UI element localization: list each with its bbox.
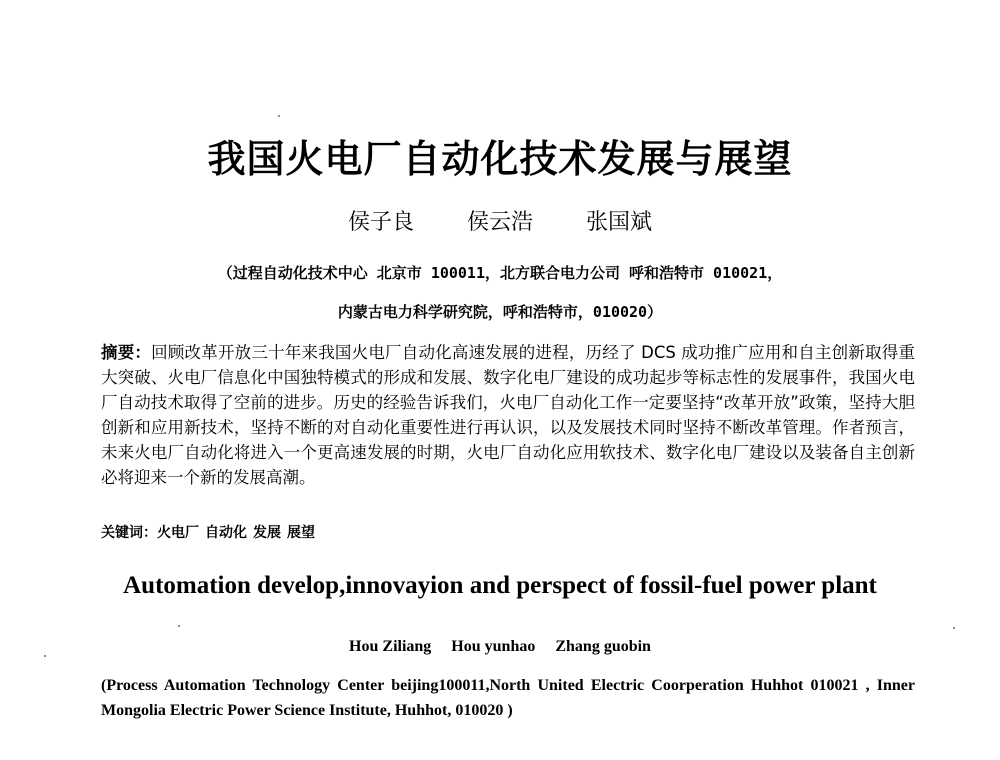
keywords-label: 关键词： (101, 525, 157, 541)
author-cn: 张国斌 (586, 210, 653, 235)
paper-title-en: Automation develop,innovayion and perspect of fossil-fuel power plant (123, 572, 877, 599)
affiliation-cn-line1: （过程自动化技术中心 北京市 100011，北方联合电力公司 呼和浩特市 010021， (217, 264, 783, 282)
scan-speck (178, 625, 180, 627)
author-en: Zhang guobin (555, 638, 651, 655)
abstract-text: 回顾改革开放三十年来我国火电厂自动化高速发展的进程，历经了 DCS 成功推广应用和自主创新取得重大突破、火电厂信息化中国独特模式的形成和发展、数字化电厂建设的成功起步等标志性的发展事件，我国火电厂自动技术取得了空前的进步。历史的经验告诉我们，火电厂自动化工作一定要坚持“改革开放”政策，坚持大胆创新和应用新技术，坚持不断的对自动化重要性进行再认识，以及发展技术同时坚持不断改革管理。作者预言，未来火电厂自动化将进入一个更高速发展的时期，火电厂自动化应用软技术、数字化电厂建设以及装备自主创新必将迎来一个新的发展高潮。 (101, 343, 916, 487)
scan-speck (953, 627, 955, 629)
keyword: 展望 (287, 525, 315, 541)
keywords-cn (101, 522, 321, 542)
abstract-cn (101, 340, 915, 490)
author-cn: 侯子良 (347, 210, 414, 235)
author-cn: 侯云浩 (466, 210, 533, 235)
author-list-cn (0, 205, 1000, 236)
author-list-en (0, 638, 1000, 656)
keyword: 自动化 (205, 525, 247, 541)
keyword: 发展 (253, 525, 281, 541)
abstract-label: 摘要： (101, 343, 152, 362)
paper-title-cn: 我国火电厂自动化技术发展与展望 (207, 137, 793, 181)
scan-speck (44, 655, 46, 657)
scan-speck (278, 115, 280, 117)
author-en: Hou yunhao (451, 638, 536, 655)
affiliation-en: (Process Automation Technology Center beijing100011,North United Electric Coorperation Huhhot 010021 , Inner Mongolia Electric Power Science Institute, Huhhot, 010020 ) (101, 677, 915, 719)
keyword: 火电厂 (157, 525, 199, 541)
author-en: Hou Ziliang (349, 638, 432, 655)
affiliation-cn-line2: 内蒙古电力科学研究院，呼和浩特市，010020） (337, 303, 663, 321)
